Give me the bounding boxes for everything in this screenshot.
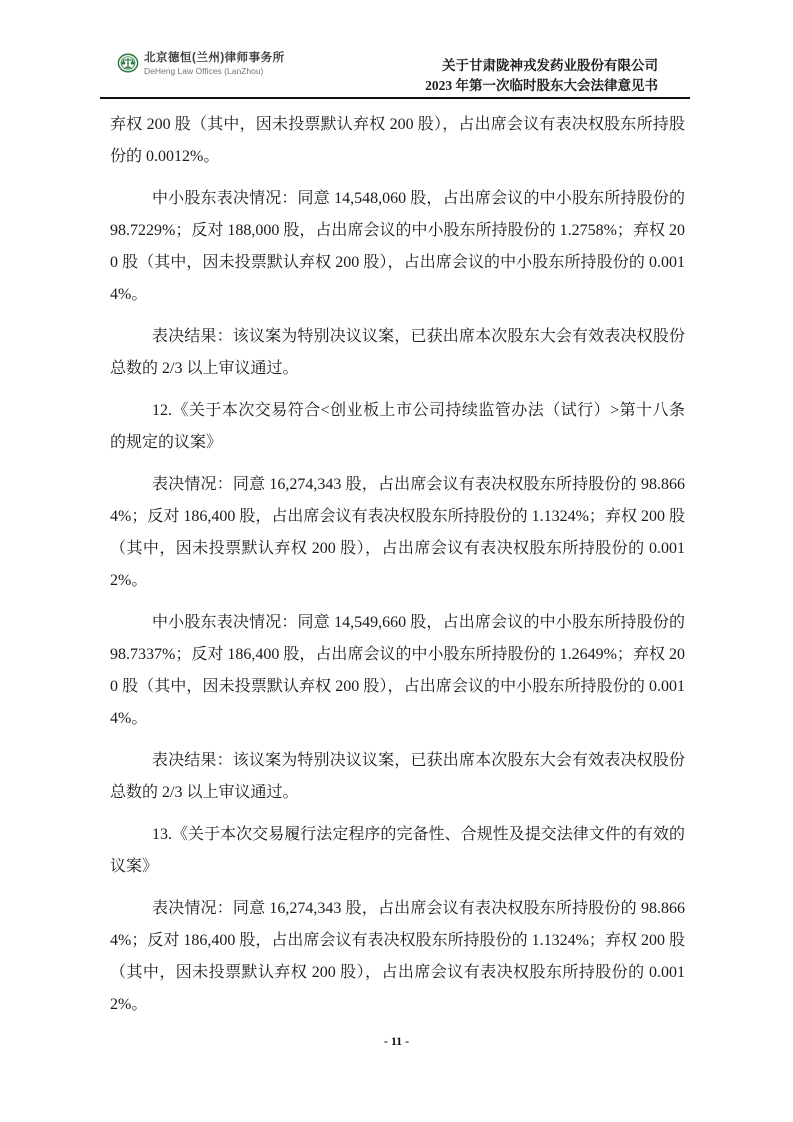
document-title-line1: 关于甘肃陇神戎发药业股份有限公司	[442, 58, 658, 73]
page-header	[100, 0, 690, 99]
paragraph-vote-status-12: 表决情况：同意 16,274,343 股，占出席会议有表决权股东所持股份的 98.8664%；反对 186,400 股，占出席会议有表决权股东所持股份的 1.1324%；弃权 200 股（其中，因未投票默认弃权 200 股），占出席会议有表决权股东所持股份的 0.0012%。	[110, 476, 685, 589]
law-firm-brand	[117, 52, 285, 77]
document-body	[110, 109, 685, 1031]
paragraph-proposal-13-title: 13.《关于本次交易履行法定程序的完备性、合规性及提交法律文件的有效的议案》	[110, 826, 685, 875]
paragraph-vote-result-12: 表决结果：该议案为特别决议议案，已获出席本次股东大会有效表决权股份总数的 2/3 以上审议通过。	[110, 752, 685, 801]
paragraph-carryover: 弃权 200 股（其中，因未投票默认弃权 200 股），占出席会议有表决权股东所持股份的 0.0012%。	[110, 116, 685, 165]
firm-name-en: DeHeng Law Offices (LanZhou)	[144, 66, 264, 77]
document-title-line2: 2023 年第一次临时股东大会法律意见书	[425, 78, 658, 93]
paragraph-minor-shareholder-vote-12: 中小股东表决情况：同意 14,549,660 股，占出席会议的中小股东所持股份的 98.7337%；反对 186,400 股，占出席会议的中小股东所持股份的 1.2649%；弃权 200 股（其中，因未投票默认弃权 200 股），占出席会议的中小股东所持股份的 0.0014%。	[110, 614, 685, 727]
page-number: - 11 -	[383, 1034, 410, 1048]
law-firm-names	[144, 52, 285, 77]
paragraph-proposal-12-title: 12.《关于本次交易符合<创业板上市公司持续监管办法（试行）>第十八条的规定的议案》	[110, 402, 685, 451]
paragraph-vote-result-11: 表决结果：该议案为特别决议议案，已获出席本次股东大会有效表决权股份总数的 2/3 以上审议通过。	[110, 328, 685, 377]
paragraph-minor-shareholder-vote-11: 中小股东表决情况：同意 14,548,060 股，占出席会议的中小股东所持股份的 98.7229%；反对 188,000 股，占出席会议的中小股东所持股份的 1.2758%；弃权 200 股（其中，因未投票默认弃权 200 股），占出席会议的中小股东所持股份的 0.0014%。	[110, 190, 685, 303]
firm-name-cn: 北京德恒(兰州)律师事务所	[144, 52, 285, 64]
scales-of-justice-icon	[117, 52, 139, 74]
page-footer	[0, 1034, 793, 1049]
paragraph-vote-status-13: 表决情况：同意 16,274,343 股，占出席会议有表决权股东所持股份的 98.8664%；反对 186,400 股，占出席会议有表决权股东所持股份的 1.1324%；弃权 200 股（其中，因未投票默认弃权 200 股），占出席会议有表决权股东所持股份的 0.0012%。	[110, 900, 685, 1013]
document-header-title	[425, 56, 690, 96]
